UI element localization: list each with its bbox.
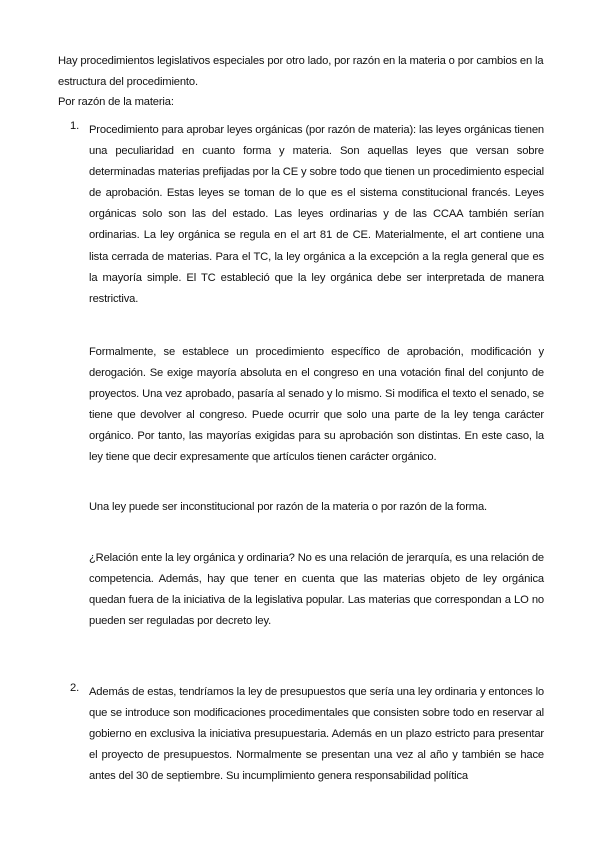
list-text: Procedimiento para aprobar leyes orgánicas (por razón de materia): las leyes orgánicas tienen una peculiaridad en cuanto forma y materia. Son aquellas leyes que versan sobre determinadas materias prefijadas por la CE y sobre todo que tienen un procedimiento especial de aprobación. Estas leyes se toman de lo que es el sistema constitucional francés. Leyes orgánicas solo son las del estado. Las leyes ordinarias y de las CCAA también serían ordinarias. La ley orgánica se regula en el art 81 de CE. Materialmente, el art contiene una lista cerrada de materias. Para el TC, la ley orgánica a la excepción a la regla general que es la mayoría simple. El TC estableció que la ley orgánica debe ser interpretada de manera restrictiva. bbox=[89, 124, 544, 305]
paragraph-relacion: ¿Relación ente la ley orgánica y ordinaria? No es una relación de jerarquía, es una relación de competencia. Además, hay que tener en cuenta que las materias objeto de ley orgánica quedan fuera de la iniciativa de la legislativa popular. Las materias que correspondan a LO no pueden ser reguladas por decreto ley. bbox=[89, 552, 544, 627]
intro-section bbox=[58, 51, 546, 113]
intro-heading: Por razón de la materia: bbox=[58, 96, 174, 108]
list-item-2 bbox=[70, 682, 544, 787]
list-number: 1. bbox=[70, 120, 80, 132]
paragraph-formal: Formalmente, se establece un procedimiento específico de aprobación, modificación y derogación. Se exige mayoría absoluta en el congreso en una votación final del conjunto de proyectos. Una vez aprobado, pasaría al senado y lo mismo. Si modifica el texto el senado, se tiene que devolver al congreso. Puede ocurrir que solo una parte de la ley tenga carácter orgánico. Por tanto, las mayorías exigidas para su aprobación son distintas. En este caso, la ley tiene que decir expresamente que artículos tienen carácter orgánico. bbox=[89, 346, 544, 463]
list-item-1 bbox=[70, 120, 544, 310]
list-number: 2. bbox=[70, 682, 80, 694]
list-text: Además de estas, tendríamos la ley de presupuestos que sería una ley ordinaria y entonces lo que se introduce son modificaciones procedimentales que consisten sobre todo en reservar al gobierno en exclusiva la iniciativa presupuestaria. Además en un plazo estricto para presentar el proyecto de presupuestos. Normalmente se presentan una vez al año y también se hace antes del 30 de septiembre. Su incumplimiento genera responsabilidad política bbox=[89, 686, 544, 783]
intro-paragraph: Hay procedimientos legislativos especiales por otro lado, por razón en la materia o por cambios en la estructura del procedimiento. bbox=[58, 55, 544, 88]
paragraph-inconstitucional: Una ley puede ser inconstitucional por razón de la materia o por razón de la forma. bbox=[89, 501, 487, 513]
